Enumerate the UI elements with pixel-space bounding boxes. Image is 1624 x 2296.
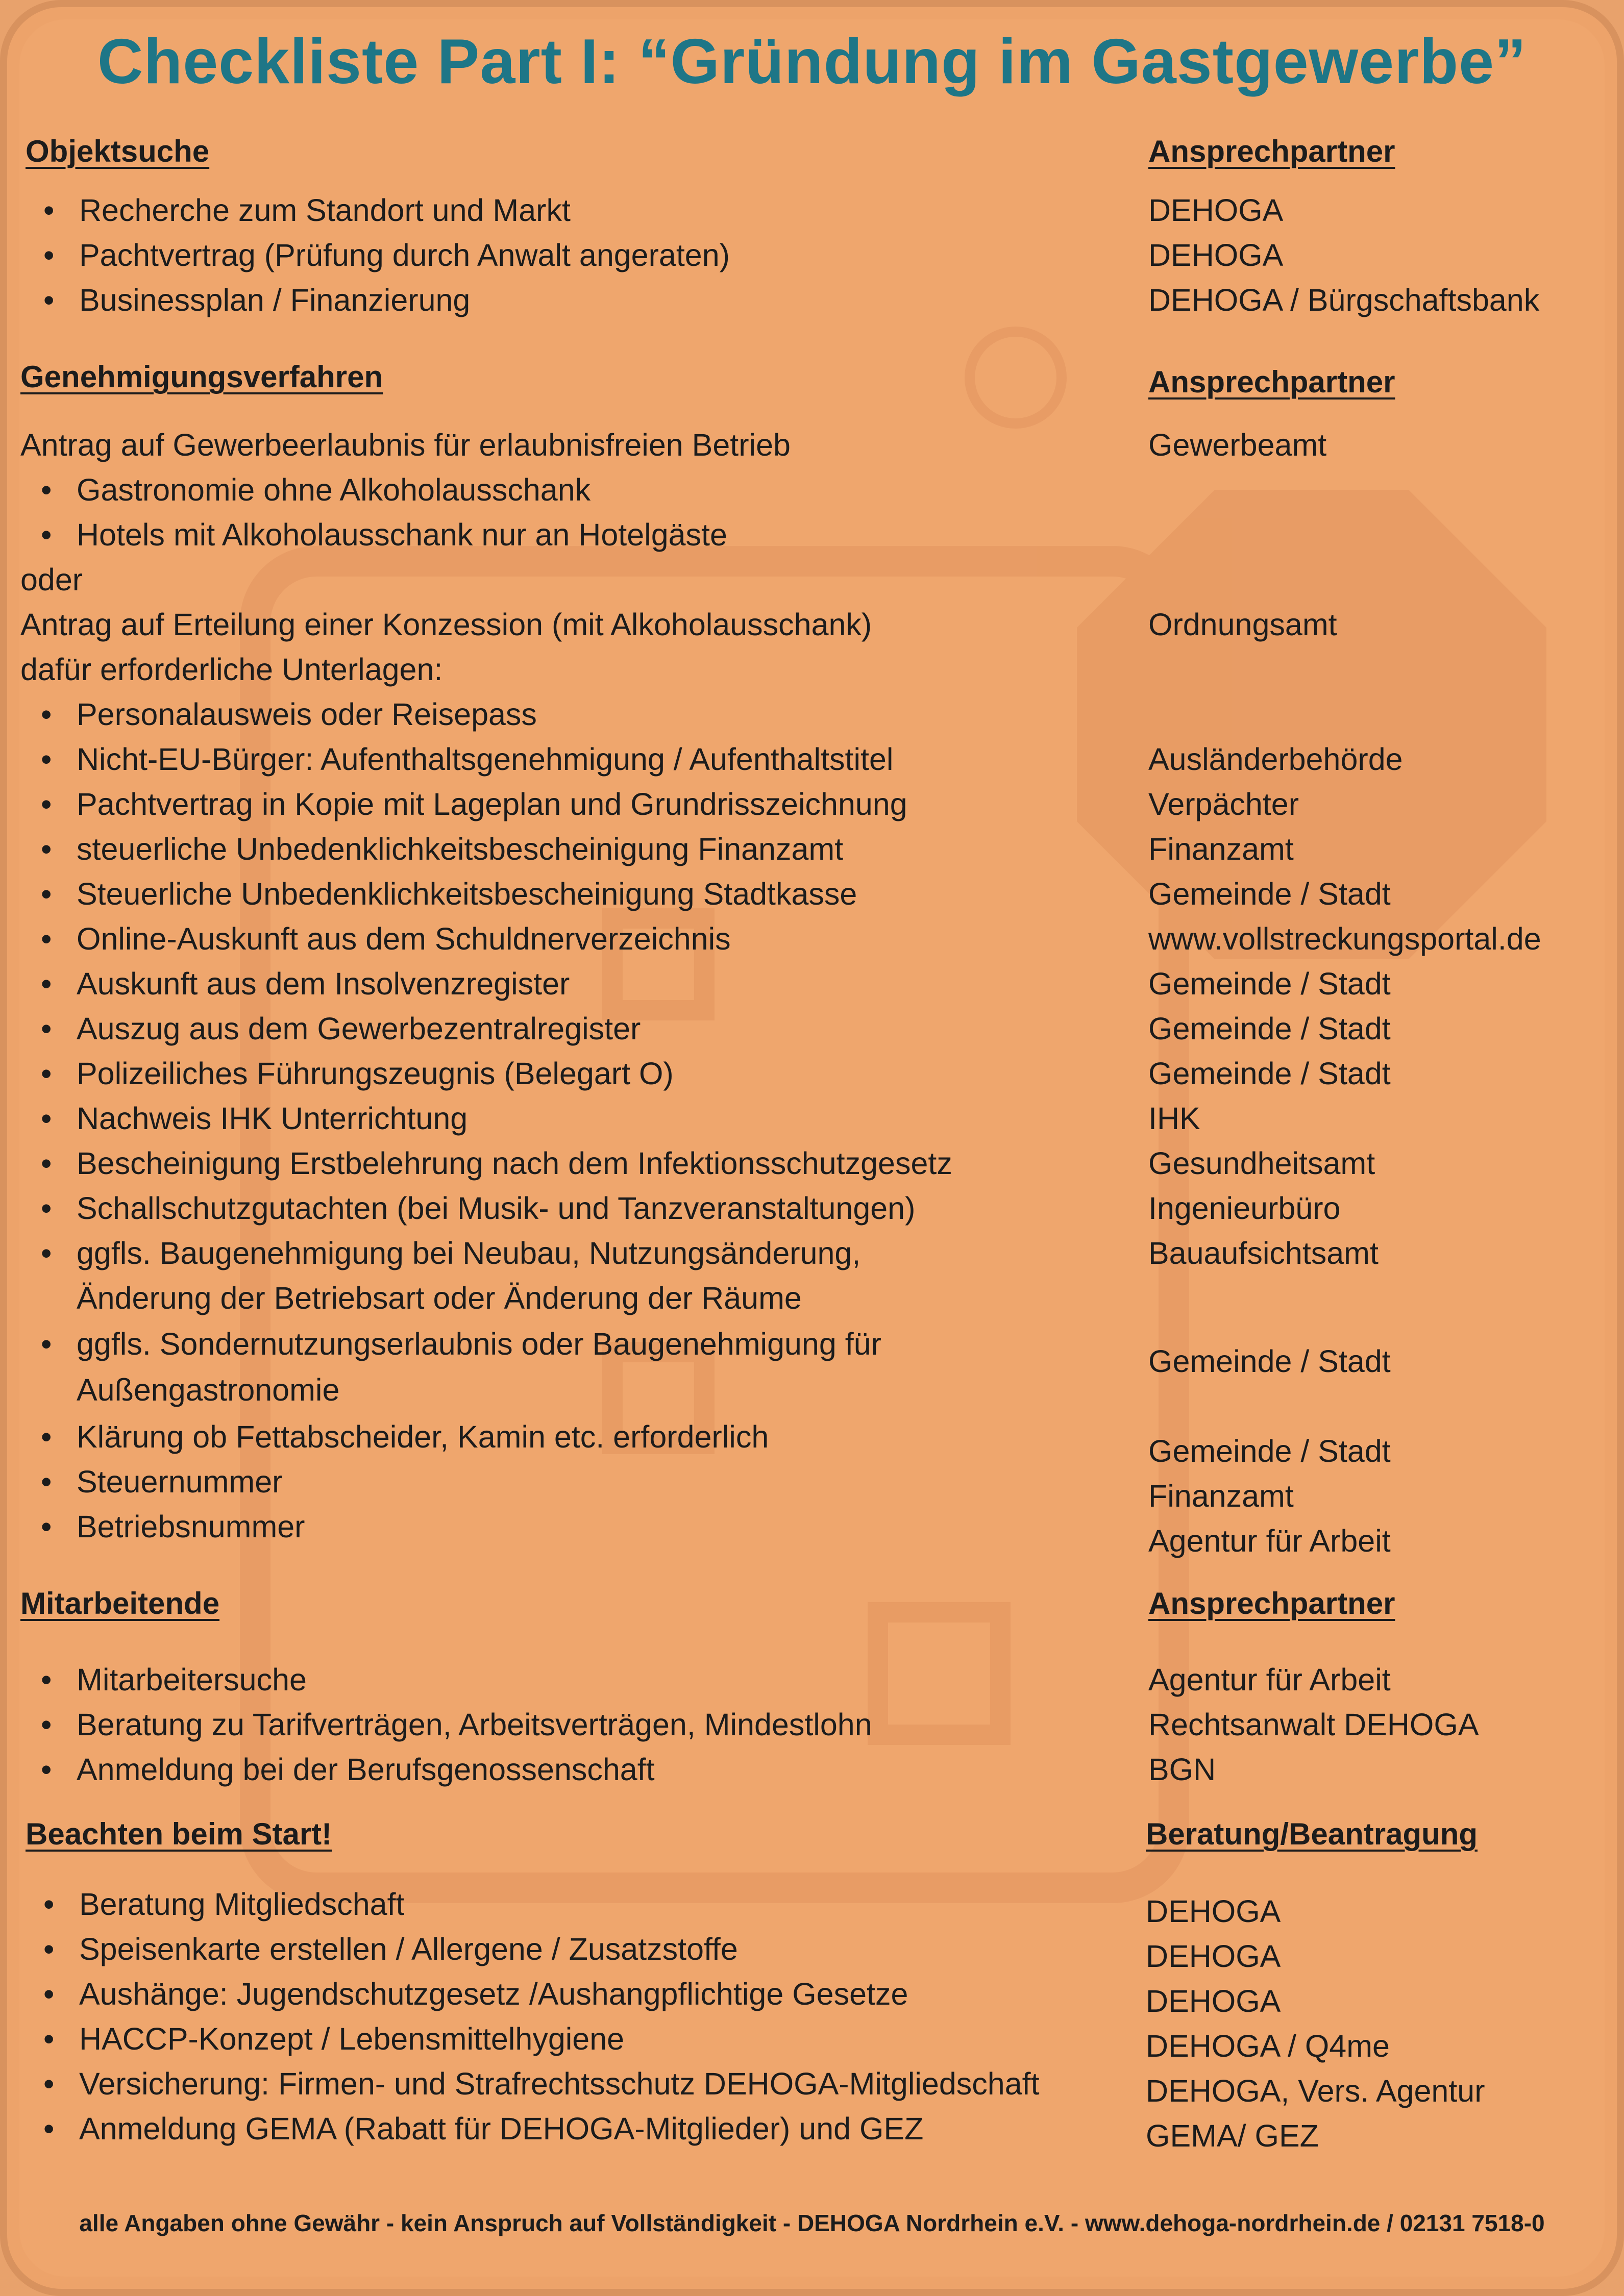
list-item: • Beratung Mitgliedschaft xyxy=(79,1882,404,1927)
list-item: • Anmeldung bei der Berufsgenossenschaft xyxy=(77,1747,655,1792)
list-item: • Mitarbeitersuche xyxy=(77,1657,307,1702)
footer-disclaimer: alle Angaben ohne Gewähr - kein Anspruch auf Vollständigkeit - DEHOGA Nordrhein e.V. - www.dehoga-nordrhein.de / 02131 7518-0 xyxy=(79,2210,1545,2236)
contact-heading-genehmigung: Ansprechpartner xyxy=(1148,365,1395,399)
list-item-contact: Gesundheitsamt xyxy=(1148,1146,1375,1181)
list-item-contact: Gemeinde / Stadt xyxy=(1148,1011,1391,1046)
list-item-contact: DEHOGA / Q4me xyxy=(1146,2029,1390,2063)
list-item: • Nachweis IHK Unterrichtung xyxy=(77,1096,467,1141)
list-item: • Hotels mit Alkoholausschank nur an Hotelgäste xyxy=(77,512,727,557)
list-item: • Steuerliche Unbedenklichkeitsbescheinigung Stadtkasse xyxy=(77,871,857,916)
list-item-contact: Agentur für Arbeit xyxy=(1148,1662,1391,1697)
list-item-contact: Rechtsanwalt DEHOGA xyxy=(1148,1707,1479,1742)
list-item-contact: Gemeinde / Stadt xyxy=(1148,966,1391,1001)
list-item: • Online-Auskunft aus dem Schuldnerverzeichnis xyxy=(77,916,731,961)
list-item: • ggfls. Sondernutzungserlaubnis oder Baugenehmigung für xyxy=(77,1321,881,1366)
list-item-contact: Finanzamt xyxy=(1148,1479,1294,1513)
list-item-contact: DEHOGA xyxy=(1148,193,1284,228)
list-item-contact: Gemeinde / Stadt xyxy=(1148,1434,1391,1468)
list-item: • Nicht-EU-Bürger: Aufenthaltsgenehmigung / Aufenthaltstitel xyxy=(77,737,893,782)
contact-gemeinde-stadt: Gemeinde / Stadt xyxy=(1148,1344,1391,1379)
list-item-contact: www.vollstreckungsportal.de xyxy=(1148,921,1541,956)
list-item-contact: Bauaufsichtsamt xyxy=(1148,1236,1379,1270)
list-item-contact: Agentur für Arbeit xyxy=(1148,1524,1391,1558)
list-item: • Pachtvertrag in Kopie mit Lageplan und Grundrisszeichnung xyxy=(77,782,907,827)
list-item-contact: Verpächter xyxy=(1148,787,1299,821)
list-item-continuation: Änderung der Betriebsart oder Änderung der Räume xyxy=(77,1281,802,1315)
list-item: • Businessplan / Finanzierung xyxy=(79,278,470,322)
contact-ordnungsamt: Ordnungsamt xyxy=(1148,607,1337,642)
list-item-contact: DEHOGA xyxy=(1146,1984,1281,2018)
list-item: • Steuernummer xyxy=(77,1459,282,1504)
list-item: • HACCP-Konzept / Lebensmittelhygiene xyxy=(79,2016,624,2061)
list-item: • Recherche zum Standort und Markt xyxy=(79,188,571,233)
list-item: • Auszug aus dem Gewerbezentralregister xyxy=(77,1006,641,1051)
list-item: • Personalausweis oder Reisepass xyxy=(77,692,537,737)
list-item: • Auskunft aus dem Insolvenzregister xyxy=(77,961,570,1006)
list-item-contact: DEHOGA, Vers. Agentur xyxy=(1146,2074,1485,2108)
list-item-contact: DEHOGA xyxy=(1148,238,1284,272)
contact-gewerbeamt: Gewerbeamt xyxy=(1148,428,1327,462)
list-item-contact: Ausländerbehörde xyxy=(1148,742,1403,777)
list-item-contact: GEMA/ GEZ xyxy=(1146,2118,1319,2153)
contact-heading-objektsuche: Ansprechpartner xyxy=(1148,134,1395,168)
contact-heading-start: Beratung/Beantragung xyxy=(1146,1817,1478,1851)
list-item-contact: Gemeinde / Stadt xyxy=(1148,877,1391,911)
list-item: • Polizeiliches Führungszeugnis (Belegart O) xyxy=(77,1051,674,1096)
list-item-contact: DEHOGA / Bürgschaftsbank xyxy=(1148,283,1540,317)
list-item-contact: DEHOGA xyxy=(1146,1939,1281,1974)
intro-unterlagen: dafür erforderliche Unterlagen: xyxy=(20,652,443,687)
section-heading-start: Beachten beim Start! xyxy=(26,1817,332,1851)
list-item-contact: Ingenieurbüro xyxy=(1148,1191,1341,1226)
section-heading-genehmigung: Genehmigungsverfahren xyxy=(20,360,383,394)
page-title: Checkliste Part I: “Gründung im Gastgewerbe” xyxy=(97,27,1527,97)
list-item: • Klärung ob Fettabscheider, Kamin etc. erforderlich xyxy=(77,1414,769,1459)
list-item: • Betriebsnummer xyxy=(77,1504,305,1549)
list-item-contact: Gemeinde / Stadt xyxy=(1148,1056,1391,1091)
list-item-contact: DEHOGA xyxy=(1146,1894,1281,1929)
contact-heading-mitarbeitende: Ansprechpartner xyxy=(1148,1586,1395,1620)
list-item: • Bescheinigung Erstbelehrung nach dem Infektionsschutzgesetz xyxy=(77,1141,952,1186)
oder-label: oder xyxy=(20,562,83,597)
list-item: • Anmeldung GEMA (Rabatt für DEHOGA-Mitglieder) und GEZ xyxy=(79,2106,923,2151)
list-item: • Beratung zu Tarifverträgen, Arbeitsverträgen, Mindestlohn xyxy=(77,1702,872,1747)
list-item-contact: BGN xyxy=(1148,1752,1216,1787)
list-item-contact: Finanzamt xyxy=(1148,832,1294,866)
section-heading-objektsuche: Objektsuche xyxy=(26,134,210,168)
list-item: • ggfls. Baugenehmigung bei Neubau, Nutzungsänderung, xyxy=(77,1231,860,1276)
list-item-contact: IHK xyxy=(1148,1101,1200,1136)
section-heading-mitarbeitende: Mitarbeitende xyxy=(20,1586,220,1620)
list-item: • Versicherung: Firmen- und Strafrechtsschutz DEHOGA-Mitgliedschaft xyxy=(79,2061,1040,2106)
list-item: • Schallschutzgutachten (bei Musik- und Tanzveranstaltungen) xyxy=(77,1186,915,1231)
list-item: • Gastronomie ohne Alkoholausschank xyxy=(77,467,590,512)
list-item: • steuerliche Unbedenklichkeitsbescheinigung Finanzamt xyxy=(77,827,843,871)
intro-gewerbeerlaubnis: Antrag auf Gewerbeerlaubnis für erlaubnisfreien Betrieb xyxy=(20,428,791,462)
list-item: • Aushänge: Jugendschutzgesetz /Aushangpflichtige Gesetze xyxy=(79,1971,908,2016)
list-item: • Pachtvertrag (Prüfung durch Anwalt angeraten) xyxy=(79,233,730,278)
list-item-continuation: Außengastronomie xyxy=(77,1372,340,1407)
intro-konzession: Antrag auf Erteilung einer Konzession (mit Alkoholausschank) xyxy=(20,607,872,642)
list-item: • Speisenkarte erstellen / Allergene / Zusatzstoffe xyxy=(79,1927,738,1971)
